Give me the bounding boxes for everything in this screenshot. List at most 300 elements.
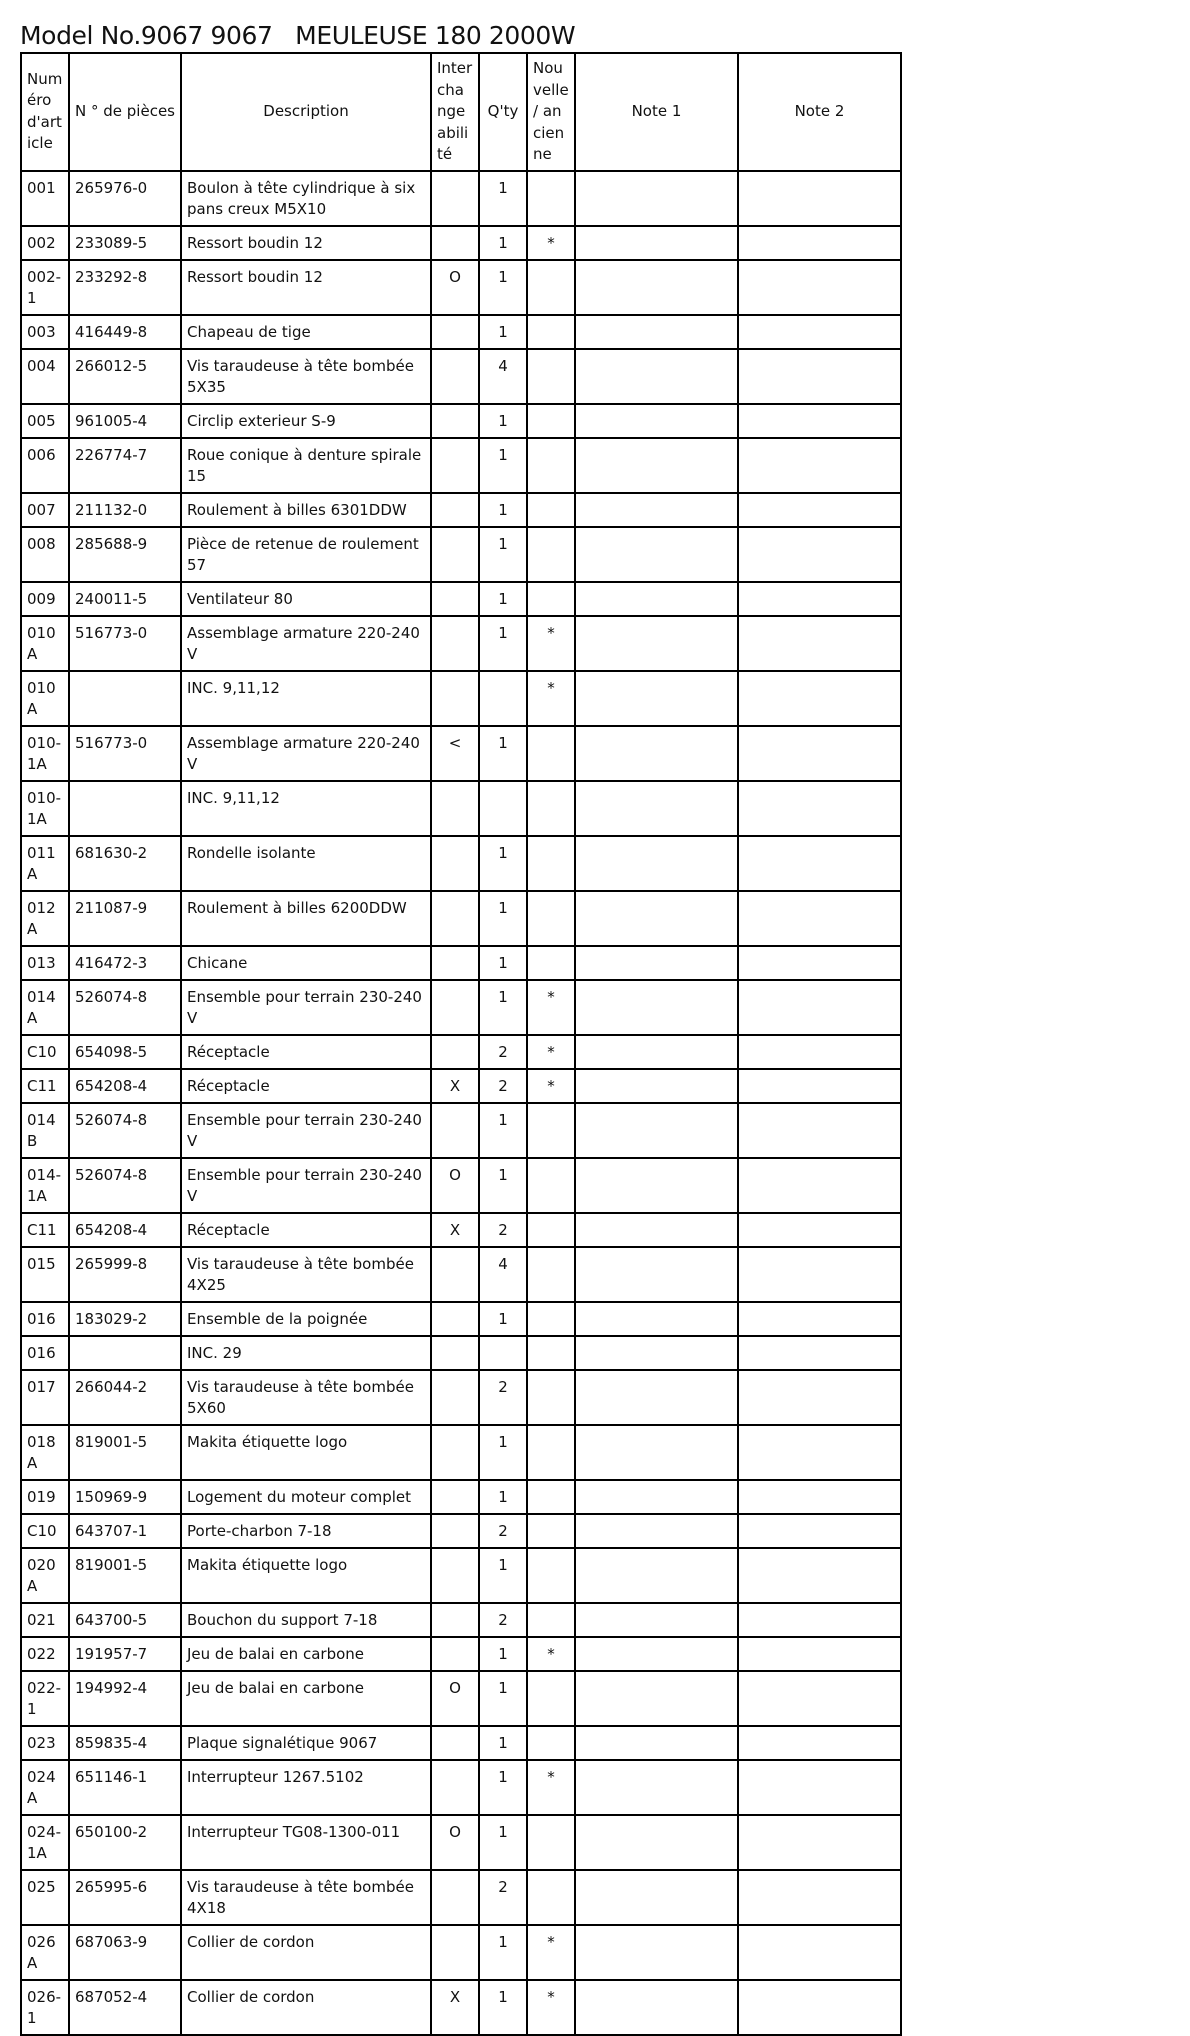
cell-part-number (69, 1336, 181, 1370)
cell-item-number: 016 (21, 1336, 69, 1370)
cell-note-2 (738, 1514, 901, 1548)
cell-note-1 (575, 315, 738, 349)
cell-part-number: 961005-4 (69, 404, 181, 438)
cell-new-old: * (527, 226, 575, 260)
cell-note-1 (575, 671, 738, 726)
cell-new-old (527, 1603, 575, 1637)
cell-description: Rondelle isolante (181, 836, 431, 891)
cell-interchangeability (431, 1480, 479, 1514)
cell-description: Interrupteur 1267.5102 (181, 1760, 431, 1815)
table-row (21, 1637, 901, 1671)
cell-quantity: 2 (479, 1870, 527, 1925)
cell-note-1 (575, 1370, 738, 1425)
cell-note-1 (575, 1035, 738, 1069)
cell-note-1 (575, 1671, 738, 1726)
table-row (21, 891, 901, 946)
cell-note-2 (738, 891, 901, 946)
cell-note-2 (738, 260, 901, 315)
cell-item-number: 024A (21, 1760, 69, 1815)
cell-note-1 (575, 1336, 738, 1370)
cell-new-old (527, 1671, 575, 1726)
table-header-row (21, 53, 901, 171)
cell-quantity: 1 (479, 1925, 527, 1980)
cell-interchangeability: X (431, 1213, 479, 1247)
cell-part-number: 233292-8 (69, 260, 181, 315)
cell-new-old: * (527, 980, 575, 1035)
cell-note-2 (738, 671, 901, 726)
cell-new-old: * (527, 1069, 575, 1103)
cell-note-1 (575, 349, 738, 404)
cell-interchangeability (431, 1336, 479, 1370)
cell-note-2 (738, 1480, 901, 1514)
cell-item-number: 010-1A (21, 781, 69, 836)
cell-item-number: 025 (21, 1870, 69, 1925)
cell-description: Roulement à billes 6200DDW (181, 891, 431, 946)
cell-new-old (527, 582, 575, 616)
cell-note-1 (575, 260, 738, 315)
cell-new-old: * (527, 616, 575, 671)
table-row (21, 1925, 901, 1980)
cell-new-old (527, 438, 575, 493)
cell-note-2 (738, 1870, 901, 1925)
cell-description: INC. 9,11,12 (181, 781, 431, 836)
table-row (21, 493, 901, 527)
cell-description: Makita étiquette logo (181, 1548, 431, 1603)
table-row (21, 1302, 901, 1336)
cell-quantity: 1 (479, 946, 527, 980)
cell-interchangeability (431, 671, 479, 726)
cell-note-1 (575, 1815, 738, 1870)
cell-item-number: 018A (21, 1425, 69, 1480)
cell-description: Collier de cordon (181, 1980, 431, 2035)
cell-interchangeability (431, 582, 479, 616)
cell-interchangeability (431, 891, 479, 946)
cell-note-1 (575, 1603, 738, 1637)
cell-quantity: 1 (479, 1103, 527, 1158)
cell-item-number: 020A (21, 1548, 69, 1603)
cell-new-old (527, 1336, 575, 1370)
cell-quantity: 2 (479, 1069, 527, 1103)
table-row (21, 260, 901, 315)
cell-part-number: 150969-9 (69, 1480, 181, 1514)
cell-note-2 (738, 349, 901, 404)
cell-quantity (479, 671, 527, 726)
cell-description: Jeu de balai en carbone (181, 1671, 431, 1726)
cell-quantity: 1 (479, 1760, 527, 1815)
cell-quantity: 2 (479, 1514, 527, 1548)
cell-interchangeability (431, 349, 479, 404)
cell-new-old (527, 1103, 575, 1158)
cell-note-1 (575, 1760, 738, 1815)
cell-quantity: 1 (479, 1980, 527, 2035)
cell-quantity: 2 (479, 1603, 527, 1637)
cell-interchangeability (431, 1870, 479, 1925)
cell-item-number: 008 (21, 527, 69, 582)
header-part-number: N ° de pièces (69, 53, 181, 171)
cell-interchangeability (431, 1925, 479, 1980)
cell-part-number: 526074-8 (69, 1103, 181, 1158)
cell-description: Vis taraudeuse à tête bombée 4X18 (181, 1870, 431, 1925)
cell-note-1 (575, 1213, 738, 1247)
cell-item-number: 013 (21, 946, 69, 980)
cell-note-2 (738, 1213, 901, 1247)
cell-description: Plaque signalétique 9067 (181, 1726, 431, 1760)
cell-note-1 (575, 1425, 738, 1480)
cell-item-number: C10 (21, 1514, 69, 1548)
cell-new-old (527, 1548, 575, 1603)
table-row (21, 1514, 901, 1548)
cell-new-old: * (527, 1925, 575, 1980)
cell-description: Chapeau de tige (181, 315, 431, 349)
cell-description: Chicane (181, 946, 431, 980)
cell-item-number: 016 (21, 1302, 69, 1336)
cell-description: Réceptacle (181, 1035, 431, 1069)
cell-part-number: 265976-0 (69, 171, 181, 226)
cell-quantity: 1 (479, 1726, 527, 1760)
cell-item-number: 026A (21, 1925, 69, 1980)
cell-note-2 (738, 1336, 901, 1370)
cell-note-1 (575, 527, 738, 582)
header-note-1: Note 1 (575, 53, 738, 171)
table-row (21, 404, 901, 438)
cell-description: Boulon à tête cylindrique à six pans creux M5X10 (181, 171, 431, 226)
cell-item-number: 022-1 (21, 1671, 69, 1726)
cell-part-number (69, 781, 181, 836)
cell-note-1 (575, 1514, 738, 1548)
cell-item-number: 017 (21, 1370, 69, 1425)
cell-part-number: 654098-5 (69, 1035, 181, 1069)
cell-description: Réceptacle (181, 1069, 431, 1103)
table-row (21, 1760, 901, 1815)
cell-description: Ressort boudin 12 (181, 260, 431, 315)
cell-interchangeability (431, 980, 479, 1035)
cell-note-1 (575, 781, 738, 836)
cell-note-1 (575, 582, 738, 616)
cell-description: INC. 29 (181, 1336, 431, 1370)
cell-note-2 (738, 1815, 901, 1870)
cell-quantity: 1 (479, 726, 527, 781)
cell-note-2 (738, 726, 901, 781)
cell-note-1 (575, 726, 738, 781)
cell-description: Réceptacle (181, 1213, 431, 1247)
cell-quantity: 1 (479, 980, 527, 1035)
cell-item-number: 012A (21, 891, 69, 946)
cell-item-number: 010A (21, 671, 69, 726)
cell-description: INC. 9,11,12 (181, 671, 431, 726)
cell-note-1 (575, 1103, 738, 1158)
cell-new-old: * (527, 1035, 575, 1069)
cell-interchangeability: < (431, 726, 479, 781)
cell-part-number: 416472-3 (69, 946, 181, 980)
cell-note-2 (738, 582, 901, 616)
table-row (21, 671, 901, 726)
cell-quantity: 1 (479, 1158, 527, 1213)
cell-item-number: 005 (21, 404, 69, 438)
cell-note-1 (575, 404, 738, 438)
cell-interchangeability (431, 616, 479, 671)
cell-quantity (479, 1336, 527, 1370)
cell-description: Circlip exterieur S-9 (181, 404, 431, 438)
table-row (21, 315, 901, 349)
parts-table-body (21, 171, 901, 2035)
cell-note-2 (738, 1925, 901, 1980)
cell-note-1 (575, 1302, 738, 1336)
cell-part-number: 285688-9 (69, 527, 181, 582)
cell-new-old (527, 726, 575, 781)
cell-quantity (479, 781, 527, 836)
cell-new-old (527, 1425, 575, 1480)
table-row (21, 836, 901, 891)
page-title: Model No.9067 9067 MEULEUSE 180 2000W (20, 21, 576, 50)
cell-quantity: 1 (479, 315, 527, 349)
cell-part-number: 654208-4 (69, 1213, 181, 1247)
cell-note-2 (738, 438, 901, 493)
table-row (21, 349, 901, 404)
cell-item-number: 024-1A (21, 1815, 69, 1870)
table-row (21, 1247, 901, 1302)
cell-item-number: 007 (21, 493, 69, 527)
cell-item-number: 006 (21, 438, 69, 493)
cell-part-number: 266044-2 (69, 1370, 181, 1425)
cell-note-2 (738, 1035, 901, 1069)
cell-note-2 (738, 1726, 901, 1760)
cell-interchangeability (431, 1548, 479, 1603)
table-row (21, 1815, 901, 1870)
cell-quantity: 1 (479, 1425, 527, 1480)
cell-item-number: 002-1 (21, 260, 69, 315)
cell-new-old: * (527, 1637, 575, 1671)
cell-item-number: 011A (21, 836, 69, 891)
cell-quantity: 1 (479, 527, 527, 582)
cell-part-number: 266012-5 (69, 349, 181, 404)
cell-item-number: 002 (21, 226, 69, 260)
cell-new-old (527, 493, 575, 527)
cell-note-2 (738, 1980, 901, 2035)
cell-quantity: 1 (479, 404, 527, 438)
cell-new-old (527, 1247, 575, 1302)
cell-description: Ensemble pour terrain 230-240V (181, 1158, 431, 1213)
cell-note-2 (738, 1103, 901, 1158)
cell-quantity: 2 (479, 1035, 527, 1069)
cell-item-number: 014A (21, 980, 69, 1035)
cell-note-1 (575, 1637, 738, 1671)
cell-note-2 (738, 315, 901, 349)
table-row (21, 1480, 901, 1514)
cell-new-old: * (527, 671, 575, 726)
cell-new-old (527, 260, 575, 315)
cell-note-1 (575, 836, 738, 891)
table-row (21, 1213, 901, 1247)
cell-note-1 (575, 171, 738, 226)
cell-interchangeability (431, 836, 479, 891)
cell-new-old (527, 1302, 575, 1336)
cell-note-1 (575, 1247, 738, 1302)
cell-new-old (527, 1815, 575, 1870)
table-row (21, 1726, 901, 1760)
cell-part-number: 416449-8 (69, 315, 181, 349)
cell-new-old (527, 1514, 575, 1548)
cell-part-number: 526074-8 (69, 1158, 181, 1213)
cell-interchangeability (431, 1514, 479, 1548)
cell-interchangeability (431, 1302, 479, 1336)
cell-note-1 (575, 1480, 738, 1514)
cell-note-1 (575, 980, 738, 1035)
cell-quantity: 1 (479, 438, 527, 493)
cell-interchangeability: O (431, 1671, 479, 1726)
cell-note-1 (575, 226, 738, 260)
cell-note-2 (738, 1158, 901, 1213)
cell-description: Makita étiquette logo (181, 1425, 431, 1480)
cell-note-2 (738, 781, 901, 836)
cell-item-number: 010A (21, 616, 69, 671)
cell-interchangeability (431, 1103, 479, 1158)
cell-new-old (527, 836, 575, 891)
cell-note-1 (575, 1069, 738, 1103)
cell-part-number: 226774-7 (69, 438, 181, 493)
cell-quantity: 1 (479, 260, 527, 315)
cell-description: Ensemble pour terrain 230-240V (181, 980, 431, 1035)
cell-part-number: 643700-5 (69, 1603, 181, 1637)
cell-interchangeability (431, 315, 479, 349)
cell-item-number: 023 (21, 1726, 69, 1760)
table-row (21, 946, 901, 980)
cell-note-1 (575, 616, 738, 671)
cell-quantity: 1 (479, 493, 527, 527)
cell-description: Ensemble de la poignée (181, 1302, 431, 1336)
cell-description: Vis taraudeuse à tête bombée 5X35 (181, 349, 431, 404)
table-row (21, 1370, 901, 1425)
cell-interchangeability: O (431, 1815, 479, 1870)
cell-interchangeability (431, 1603, 479, 1637)
table-row (21, 226, 901, 260)
cell-description: Collier de cordon (181, 1925, 431, 1980)
cell-quantity: 1 (479, 1815, 527, 1870)
table-row (21, 1425, 901, 1480)
cell-interchangeability (431, 1247, 479, 1302)
cell-note-2 (738, 1671, 901, 1726)
cell-part-number: 819001-5 (69, 1425, 181, 1480)
cell-interchangeability (431, 171, 479, 226)
cell-item-number: 009 (21, 582, 69, 616)
cell-description: Assemblage armature 220-240V (181, 616, 431, 671)
cell-part-number: 516773-0 (69, 726, 181, 781)
cell-item-number: 003 (21, 315, 69, 349)
cell-new-old (527, 315, 575, 349)
cell-quantity: 1 (479, 171, 527, 226)
cell-note-2 (738, 404, 901, 438)
parts-table (20, 52, 902, 2036)
cell-description: Roue conique à denture spirale 15 (181, 438, 431, 493)
cell-part-number: 183029-2 (69, 1302, 181, 1336)
cell-note-1 (575, 1980, 738, 2035)
cell-part-number: 643707-1 (69, 1514, 181, 1548)
cell-note-1 (575, 1870, 738, 1925)
cell-note-2 (738, 616, 901, 671)
cell-quantity: 1 (479, 582, 527, 616)
cell-new-old (527, 527, 575, 582)
cell-note-2 (738, 1548, 901, 1603)
cell-interchangeability (431, 1035, 479, 1069)
cell-interchangeability (431, 527, 479, 582)
cell-description: Ressort boudin 12 (181, 226, 431, 260)
cell-note-2 (738, 1425, 901, 1480)
cell-quantity: 1 (479, 1671, 527, 1726)
cell-new-old (527, 891, 575, 946)
cell-new-old: * (527, 1980, 575, 2035)
cell-item-number: 014B (21, 1103, 69, 1158)
cell-part-number: 526074-8 (69, 980, 181, 1035)
cell-part-number (69, 671, 181, 726)
cell-interchangeability (431, 781, 479, 836)
cell-note-1 (575, 1548, 738, 1603)
cell-part-number: 240011-5 (69, 582, 181, 616)
cell-quantity: 1 (479, 891, 527, 946)
cell-part-number: 654208-4 (69, 1069, 181, 1103)
cell-note-2 (738, 226, 901, 260)
table-row (21, 1336, 901, 1370)
cell-part-number: 819001-5 (69, 1548, 181, 1603)
cell-note-2 (738, 1760, 901, 1815)
cell-note-1 (575, 493, 738, 527)
cell-item-number: C11 (21, 1213, 69, 1247)
cell-note-2 (738, 1370, 901, 1425)
cell-item-number: 004 (21, 349, 69, 404)
cell-note-1 (575, 1726, 738, 1760)
cell-new-old (527, 1370, 575, 1425)
cell-description: Assemblage armature 220-240V (181, 726, 431, 781)
cell-note-1 (575, 1158, 738, 1213)
cell-description: Roulement à billes 6301DDW (181, 493, 431, 527)
cell-description: Porte-charbon 7-18 (181, 1514, 431, 1548)
cell-note-2 (738, 1302, 901, 1336)
cell-quantity: 1 (479, 616, 527, 671)
header-note-2: Note 2 (738, 53, 901, 171)
table-row (21, 726, 901, 781)
cell-interchangeability (431, 1726, 479, 1760)
cell-new-old (527, 1480, 575, 1514)
cell-note-1 (575, 891, 738, 946)
cell-description: Vis taraudeuse à tête bombée 4X25 (181, 1247, 431, 1302)
cell-part-number: 516773-0 (69, 616, 181, 671)
cell-part-number: 265999-8 (69, 1247, 181, 1302)
table-row (21, 1548, 901, 1603)
cell-quantity: 1 (479, 1548, 527, 1603)
table-row (21, 1671, 901, 1726)
cell-interchangeability (431, 1425, 479, 1480)
cell-description: Interrupteur TG08-1300-011 (181, 1815, 431, 1870)
cell-quantity: 2 (479, 1213, 527, 1247)
cell-interchangeability: O (431, 260, 479, 315)
header-item-number: Numéro d'article (21, 53, 69, 171)
cell-part-number: 687052-4 (69, 1980, 181, 2035)
cell-note-2 (738, 946, 901, 980)
cell-new-old (527, 781, 575, 836)
cell-item-number: 010-1A (21, 726, 69, 781)
cell-interchangeability: O (431, 1158, 479, 1213)
cell-note-2 (738, 527, 901, 582)
cell-new-old (527, 1158, 575, 1213)
cell-quantity: 1 (479, 1480, 527, 1514)
cell-item-number: 026-1 (21, 1980, 69, 2035)
table-row (21, 781, 901, 836)
cell-new-old: * (527, 1760, 575, 1815)
cell-note-2 (738, 980, 901, 1035)
cell-interchangeability (431, 226, 479, 260)
cell-note-2 (738, 1637, 901, 1671)
cell-interchangeability: X (431, 1069, 479, 1103)
cell-note-1 (575, 1925, 738, 1980)
cell-note-1 (575, 438, 738, 493)
